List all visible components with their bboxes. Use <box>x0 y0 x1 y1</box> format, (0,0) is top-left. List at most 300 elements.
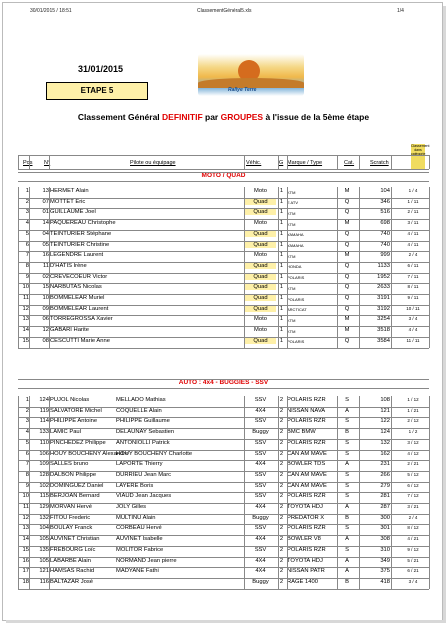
row-class-in-category: 5 / 12 <box>407 471 419 477</box>
row-class-in-category: 9 / 11 <box>407 295 419 300</box>
row-pos: 13 <box>22 525 29 532</box>
row-class-in-category: 5 / 21 <box>407 557 419 563</box>
row-class-in-category: 6 / 12 <box>407 482 419 488</box>
row-num: 13 <box>42 188 49 194</box>
row-pos: 5 <box>25 230 29 237</box>
row-pilote: GUILLAUME Joel <box>50 209 96 216</box>
row-vehicle: 4X4 <box>255 407 266 414</box>
row-num: 02 <box>42 273 49 280</box>
col-header-num: N° <box>44 160 51 166</box>
row-num: 15 <box>42 284 49 291</box>
row-num: 16 <box>42 252 49 259</box>
row-scratch: 1133 <box>377 262 390 269</box>
row-pilote: PINCHEDEZ Philippe <box>50 439 106 446</box>
row-group: 2 <box>279 439 284 446</box>
table-column-divider <box>49 396 50 589</box>
row-pos: 3 <box>25 209 29 216</box>
row-scratch: 740 <box>380 241 390 248</box>
row-category: M <box>344 252 350 259</box>
row-group: 2 <box>279 546 284 553</box>
row-marque: PREDATOR X <box>287 514 325 521</box>
row-pos: 17 <box>22 568 29 575</box>
etape-label: ETAPE 5 <box>46 82 148 100</box>
table-column-divider <box>244 155 245 169</box>
table-row <box>18 567 429 578</box>
col-header-scratch: Scratch <box>370 160 389 166</box>
row-num: 104 <box>39 525 49 532</box>
row-category: B <box>345 578 349 585</box>
table-row-divider <box>18 589 429 590</box>
row-num: 05 <box>42 241 49 248</box>
row-marque: KTM <box>287 210 296 216</box>
row-class-in-category: 2 / 11 <box>407 209 419 215</box>
row-marque: E ATV <box>287 200 299 206</box>
row-category: M <box>344 316 350 323</box>
row-group: 2 <box>279 471 284 478</box>
row-group: 1 <box>279 305 284 312</box>
row-num: 135 <box>39 546 49 553</box>
row-pos: 4 <box>25 429 29 436</box>
row-vehicle: 4X4 <box>255 461 266 468</box>
document-date: 31/01/2015 <box>78 64 124 74</box>
row-pilote: BALTAZAR José <box>50 578 93 585</box>
table-row <box>18 283 429 294</box>
col-header-marque: Marque / Type <box>287 160 323 166</box>
row-class-in-category: 1 / 11 <box>407 198 419 204</box>
table-column-divider <box>29 396 30 589</box>
row-marque: POLARIS RZR <box>287 439 326 446</box>
row-pilote: FITOU Frederic <box>50 514 91 521</box>
row-scratch: 132 <box>380 439 390 446</box>
row-copilote: MOLITOR Fabrice <box>116 546 164 553</box>
table-row-divider <box>18 379 429 380</box>
table-row <box>18 482 429 493</box>
row-scratch: 266 <box>380 471 390 478</box>
table-row <box>18 428 429 439</box>
row-category: Q <box>344 273 350 280</box>
row-pos: 11 <box>22 295 29 301</box>
row-vehicle: Quad <box>245 295 276 301</box>
row-scratch: 516 <box>380 209 390 216</box>
row-scratch: 279 <box>380 482 390 489</box>
row-vehicle: Buggy <box>252 429 269 436</box>
row-category: Q <box>344 337 350 344</box>
row-vehicle: SSV <box>254 418 267 425</box>
row-scratch: 281 <box>380 493 390 500</box>
row-pilote: BOMMELEAR Laurent <box>50 305 109 312</box>
table-row <box>18 315 429 326</box>
row-scratch: 3584 <box>377 337 390 344</box>
row-group: 1 <box>279 262 284 269</box>
table-row <box>18 450 429 461</box>
row-pos: 5 <box>25 439 29 446</box>
row-category: S <box>345 546 349 553</box>
row-scratch: 3192 <box>377 305 390 312</box>
row-vehicle: 4X4 <box>255 536 266 543</box>
table-column-divider <box>49 187 50 348</box>
table-column-divider <box>359 187 360 348</box>
table-row <box>18 251 429 262</box>
row-group: 2 <box>279 493 284 500</box>
row-group: 2 <box>279 418 284 425</box>
row-num: 11 <box>42 262 49 269</box>
row-class-in-category: 10 / 11 <box>406 305 420 311</box>
row-vehicle: Quad <box>245 209 276 215</box>
table-row <box>18 230 429 241</box>
title-part-2: par <box>202 112 221 122</box>
row-copilote: COQUELLE Alain <box>116 407 162 414</box>
table-column-divider <box>278 155 279 169</box>
row-num: 12 <box>42 327 49 334</box>
row-scratch: 108 <box>380 397 390 403</box>
table-row <box>18 557 429 568</box>
row-vehicle: Quad <box>245 338 276 344</box>
row-vehicle: Quad <box>245 199 276 205</box>
row-scratch: 308 <box>380 536 390 543</box>
row-vehicle: Quad <box>245 274 276 280</box>
row-copilote: MULTINU Alain <box>116 514 156 521</box>
row-category: B <box>345 429 349 436</box>
row-class-in-category: 8 / 12 <box>407 525 419 531</box>
table-column-divider <box>429 396 430 589</box>
table-row-divider <box>18 181 429 182</box>
row-pilote: PAQUEREAU Christophe <box>50 220 116 227</box>
table-row-divider <box>18 155 429 156</box>
row-scratch: 349 <box>380 557 390 564</box>
row-class-in-category: 1 / 4 <box>408 188 418 193</box>
table-row <box>18 208 429 219</box>
section-title-auto: AUTO : 4x4 - BUGGIES - SSV <box>178 379 269 386</box>
title-definitif: DEFINITIF <box>162 112 203 122</box>
row-pilote: SALLES bruno <box>50 461 89 468</box>
row-scratch: 3518 <box>377 327 390 334</box>
row-pos: 15 <box>22 546 29 553</box>
row-scratch: 3191 <box>377 295 390 301</box>
row-marque: ARCTICAT <box>287 307 307 313</box>
row-marque: YAMAHA <box>287 243 304 248</box>
table-row <box>18 294 429 305</box>
row-class-in-category: 4 / 12 <box>407 450 419 456</box>
row-pos: 12 <box>22 305 29 312</box>
table-column-divider <box>244 396 245 589</box>
table-column-divider <box>18 187 19 348</box>
row-group: 2 <box>279 397 284 403</box>
row-vehicle: Moto <box>254 220 267 227</box>
col-header-pos: Pos <box>23 160 33 166</box>
row-marque: KTM <box>287 285 296 291</box>
row-marque: TOYOTA HDJ <box>287 504 323 510</box>
row-pos: 16 <box>22 557 29 564</box>
row-pilote: GABARI Harite <box>50 327 89 334</box>
row-scratch: 418 <box>380 578 390 585</box>
row-category: S <box>345 397 349 403</box>
row-pos: 13 <box>22 316 29 323</box>
row-category: S <box>345 450 349 457</box>
row-class-in-category: 3 / 12 <box>407 439 419 445</box>
row-category: S <box>345 439 349 446</box>
row-class-in-category: 7 / 12 <box>407 493 419 499</box>
row-class-in-category: 4 / 11 <box>407 230 419 236</box>
row-num: 115 <box>39 493 49 500</box>
row-category: A <box>345 504 349 510</box>
row-class-in-category: 1 / 12 <box>407 397 419 402</box>
row-num: 133 <box>39 429 49 436</box>
row-pos: 14 <box>22 327 29 334</box>
row-pilote: D'HATIS Irène <box>50 262 87 269</box>
row-pilote: MOTTET Eric <box>50 198 86 205</box>
row-pilote: MORVAN Hervé <box>50 504 92 510</box>
row-vehicle: Quad <box>245 242 276 248</box>
row-marque: KTM <box>287 253 296 259</box>
table-row <box>18 407 429 418</box>
table-row <box>18 460 429 471</box>
row-copilote: VIAUD Jean Jacques <box>116 493 172 500</box>
row-category: A <box>345 568 349 575</box>
row-pos: 6 <box>25 241 29 248</box>
row-vehicle: Quad <box>245 306 276 312</box>
row-group: 2 <box>279 504 284 510</box>
row-scratch: 2633 <box>377 284 390 291</box>
row-marque: CAN AM MAVE <box>287 471 327 478</box>
table-column-divider <box>18 155 19 169</box>
row-class-in-category: 4 / 21 <box>407 536 419 542</box>
logo-text: Rallye Terre <box>228 87 257 93</box>
row-pos: 4 <box>25 220 29 227</box>
header-page-number: 1/4 <box>397 8 404 14</box>
row-num: 132 <box>39 514 49 521</box>
row-pos: 15 <box>22 337 29 344</box>
row-pilote: AUVINET Christian <box>50 536 100 543</box>
row-pilote: PHILIPPE Antoine <box>50 418 98 425</box>
table-row-divider <box>18 169 429 170</box>
row-class-in-category: 11 / 11 <box>406 337 420 343</box>
row-pos: 8 <box>25 262 29 269</box>
row-num: 119 <box>39 407 49 414</box>
table-column-divider <box>391 396 392 589</box>
row-marque: POLARIS <box>287 339 305 345</box>
row-marque: TOYOTA HDJ <box>287 557 323 564</box>
row-class-in-category: 2 / 21 <box>407 461 419 467</box>
row-group: 1 <box>279 284 284 291</box>
table-row-divider <box>18 388 429 389</box>
row-num: 106 <box>39 450 49 457</box>
row-num: 105 <box>39 557 49 564</box>
row-group: 1 <box>279 337 284 344</box>
row-pos: 9 <box>25 482 29 489</box>
col-header-g: G <box>279 160 284 166</box>
table-row <box>18 546 429 557</box>
row-vehicle: SSV <box>254 450 267 457</box>
col-header-classement: Classement dans catégorie <box>411 144 425 170</box>
row-pilote: TEINTURIER Stéphane <box>50 230 112 237</box>
row-marque: KTM <box>287 328 296 334</box>
table-row <box>18 514 429 525</box>
row-marque: POLARIS RZR <box>287 525 326 532</box>
row-category: Q <box>344 262 350 269</box>
row-pos: 2 <box>25 407 29 414</box>
row-scratch: 3254 <box>377 316 390 323</box>
row-group: 1 <box>279 241 284 248</box>
row-num: 114 <box>39 418 49 425</box>
table-row <box>18 219 429 230</box>
row-pilote: CREVECOEUR Victor <box>50 273 108 280</box>
col-header-cat: Cat. <box>344 160 355 166</box>
row-num: 08 <box>42 337 49 344</box>
row-pilote: CESCUTTI Marie Anne <box>50 337 110 344</box>
row-scratch: 1952 <box>377 273 390 280</box>
row-category: Q <box>344 284 350 291</box>
row-class-in-category: 8 / 11 <box>407 284 419 290</box>
row-scratch: 122 <box>380 418 390 425</box>
table-column-divider <box>278 187 279 348</box>
title-part-3: à l'issue de la 5ème étape <box>263 112 370 122</box>
row-num: 128 <box>39 471 49 478</box>
row-class-in-category: 4 / 4 <box>408 327 418 333</box>
row-copilote: ANTONIOLLI Patrick <box>116 439 170 446</box>
row-num: 110 <box>39 439 49 446</box>
row-copilote: JOLY Gilles <box>116 504 147 510</box>
table-row <box>18 262 429 273</box>
row-scratch: 231 <box>380 461 390 468</box>
row-group: 1 <box>279 252 284 259</box>
row-pos: 14 <box>22 536 29 543</box>
row-scratch: 740 <box>380 230 390 237</box>
row-group: 1 <box>279 209 284 216</box>
row-vehicle: SSV <box>254 482 267 489</box>
table-column-divider <box>359 155 360 169</box>
row-copilote: LAYERE Boris <box>116 482 154 489</box>
row-class-in-category: 3 / 4 <box>408 316 418 322</box>
row-scratch: 698 <box>380 220 390 227</box>
row-category: S <box>345 471 349 478</box>
row-pos: 12 <box>22 514 29 521</box>
row-marque: CAN AM MAVE <box>287 450 327 457</box>
row-category: Q <box>344 241 350 248</box>
row-group: 2 <box>279 461 284 468</box>
row-pilote: LEGENDRE Laurent <box>50 252 104 259</box>
row-vehicle: SSV <box>254 397 267 403</box>
row-pos: 10 <box>22 493 29 500</box>
row-copilote: MADYANE Fathi <box>116 568 159 575</box>
table-row <box>18 503 429 514</box>
row-copilote: LAPORTE Thierry <box>116 461 163 468</box>
row-pilote: TORREGROSSA Xavier <box>50 316 113 323</box>
row-scratch: 999 <box>380 252 390 259</box>
row-group: 2 <box>279 450 284 457</box>
row-marque: HONDA <box>287 264 302 270</box>
row-vehicle: Quad <box>245 231 276 237</box>
table-row <box>18 337 429 348</box>
row-num: 10 <box>42 295 49 301</box>
row-class-in-category: 6 / 21 <box>407 568 419 574</box>
row-group: 1 <box>279 220 284 227</box>
row-class-in-category: 2 / 4 <box>408 514 418 520</box>
row-marque: CAN AM MAVE <box>287 482 327 489</box>
row-num: 102 <box>39 482 49 489</box>
row-group: 2 <box>279 557 284 564</box>
row-group: 2 <box>279 536 284 543</box>
table-row <box>18 417 429 428</box>
row-group: 1 <box>279 198 284 205</box>
title-part-1: Classement Général <box>77 112 163 122</box>
row-class-in-category: 2 / 4 <box>408 252 418 258</box>
row-vehicle: Quad <box>245 284 276 290</box>
table-column-divider <box>29 155 30 169</box>
row-scratch: 301 <box>380 525 390 532</box>
row-vehicle: Quad <box>245 263 276 269</box>
row-class-in-category: 6 / 11 <box>407 262 419 268</box>
row-num: 09 <box>42 305 49 312</box>
row-pos: 1 <box>25 397 29 403</box>
row-group: 2 <box>279 407 284 414</box>
row-category: S <box>345 525 349 532</box>
table-row <box>18 524 429 535</box>
row-class-in-category: 7 / 11 <box>407 273 419 279</box>
table-column-divider <box>337 187 338 348</box>
row-category: A <box>345 557 349 564</box>
row-num: 121 <box>39 568 49 575</box>
table-column-divider <box>29 187 30 348</box>
table-column-divider <box>359 396 360 589</box>
row-vehicle: Buggy <box>252 578 269 585</box>
row-pos: 11 <box>22 504 29 510</box>
table-row <box>18 326 429 337</box>
row-pilote: HAMSAS Rachid <box>50 568 95 575</box>
row-pos: 6 <box>25 450 29 457</box>
row-pilote: BERJOAN Bernard <box>50 493 100 500</box>
row-pilote: DALBON Philippe <box>50 471 97 478</box>
row-pilote: LABARBE Alain <box>50 557 91 564</box>
row-pos: 3 <box>25 418 29 425</box>
row-marque: KTM <box>287 317 296 323</box>
row-vehicle: 4X4 <box>255 568 266 575</box>
row-pilote: FREBOURG Loïc <box>50 546 96 553</box>
row-pilote: HERMET Alain <box>50 188 89 194</box>
row-group: 1 <box>279 230 284 237</box>
row-scratch: 375 <box>380 568 390 575</box>
row-scratch: 121 <box>380 407 390 414</box>
row-vehicle: Moto <box>254 188 267 194</box>
row-class-in-category: 4 / 11 <box>407 241 419 247</box>
row-group: 1 <box>279 188 284 194</box>
row-vehicle: Buggy <box>252 514 269 521</box>
row-class-in-category: 3 / 4 <box>408 578 418 584</box>
row-copilote: DELAUNAY Sebastien <box>116 429 175 436</box>
row-pilote: DOMINGUEZ Daniel <box>50 482 104 489</box>
row-copilote: DURRIEU Jean Marc <box>116 471 172 478</box>
row-copilote: MELLADO Mathias <box>116 397 166 403</box>
col-header-pilote: Pilote ou équipage <box>130 160 176 166</box>
row-pos: 8 <box>25 471 29 478</box>
table-column-divider <box>429 187 430 348</box>
row-category: Q <box>344 198 350 205</box>
header-filename: ClassementGénéral5.xls <box>197 8 252 14</box>
row-marque: POLARIS <box>287 275 305 281</box>
table-column-divider <box>244 187 245 348</box>
table-row <box>18 305 429 316</box>
row-group: 2 <box>279 429 284 436</box>
row-marque: POLARIS RZR <box>287 493 326 500</box>
table-row <box>18 396 429 407</box>
row-category: B <box>345 514 349 521</box>
table-row <box>18 241 429 252</box>
row-marque: NISSAN PATR <box>287 568 325 575</box>
row-copilote: HOUY BOUCHENY Charlotte <box>116 450 193 457</box>
table-column-divider <box>429 155 430 169</box>
row-category: Q <box>344 230 350 237</box>
row-pilote: NARBUTAS Nicolas <box>50 284 102 291</box>
row-num: 129 <box>39 504 49 510</box>
